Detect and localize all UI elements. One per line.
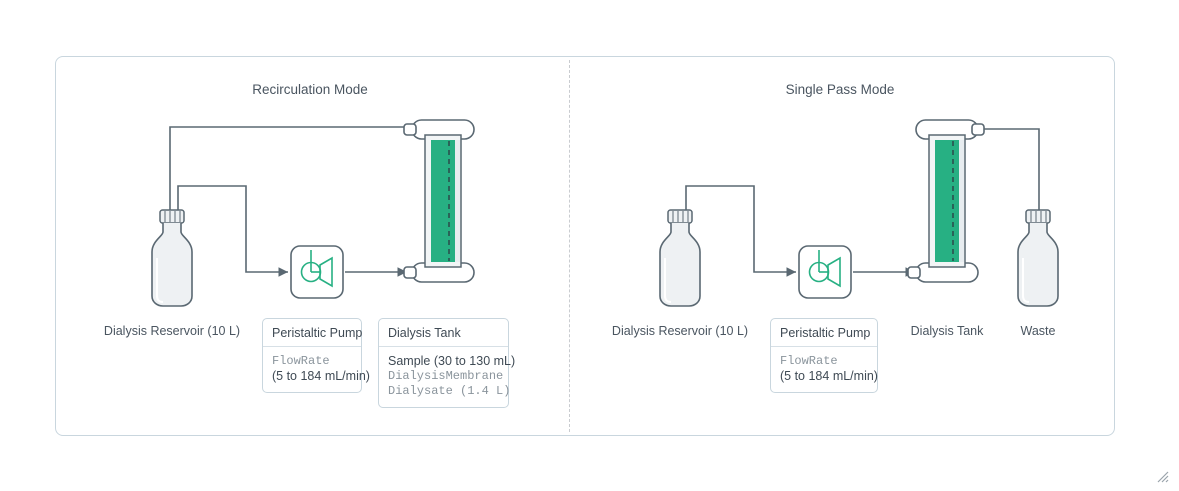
tank-info-title: Dialysis Tank bbox=[379, 319, 508, 347]
tank-info-line-sample: Sample (30 to 130 mL) bbox=[388, 354, 516, 368]
resize-handle-icon[interactable] bbox=[1155, 469, 1171, 485]
reservoir-bottle-recirculation bbox=[152, 210, 192, 306]
mode-title-single-pass: Single Pass Mode bbox=[785, 82, 895, 97]
single-tank-to-waste-tubing bbox=[978, 129, 1039, 210]
tank-info-body bbox=[379, 347, 516, 407]
caption-reservoir-single-pass: Dialysis Reservoir (10 L) bbox=[611, 324, 749, 338]
pump-info-title-single: Peristaltic Pump bbox=[771, 319, 877, 347]
peristaltic-pump-recirculation[interactable] bbox=[291, 246, 343, 298]
tank-info-line-membrane: DialysisMembrane bbox=[388, 369, 504, 383]
pump-info-line-flowrate: FlowRate bbox=[272, 354, 330, 368]
pump-info-body bbox=[263, 347, 370, 392]
recirc-return-tubing bbox=[170, 127, 409, 270]
pump-info-line-range-single: (5 to 184 mL/min) bbox=[780, 369, 878, 383]
peristaltic-pump-single-pass[interactable] bbox=[799, 246, 851, 298]
mode-title-recirculation: Recirculation Mode bbox=[252, 82, 368, 97]
tank-info-line-dialysate: Dialysate (1.4 L) bbox=[388, 384, 511, 398]
caption-reservoir-recirculation: Dialysis Reservoir (10 L) bbox=[103, 324, 241, 338]
pump-info-line-flowrate-single: FlowRate bbox=[780, 354, 838, 368]
recirc-reservoir-to-pump-tubing bbox=[178, 186, 288, 272]
waste-bottle bbox=[1018, 210, 1058, 306]
tank-info-box-recirculation bbox=[378, 318, 516, 408]
dialysis-tank-single-pass bbox=[908, 120, 984, 282]
pump-info-body-single bbox=[771, 347, 877, 392]
caption-waste: Waste bbox=[1020, 324, 1056, 338]
pump-info-line-range: (5 to 184 mL/min) bbox=[272, 369, 370, 383]
caption-tank-single-pass: Dialysis Tank bbox=[910, 324, 984, 338]
single-reservoir-to-pump-tubing bbox=[686, 186, 796, 272]
dialysis-tank-recirculation bbox=[404, 120, 474, 282]
pump-info-title: Peristaltic Pump bbox=[263, 319, 361, 347]
reservoir-bottle-single-pass bbox=[660, 210, 700, 306]
pump-info-box-recirculation bbox=[262, 318, 370, 393]
pump-info-box-single-pass bbox=[770, 318, 878, 393]
